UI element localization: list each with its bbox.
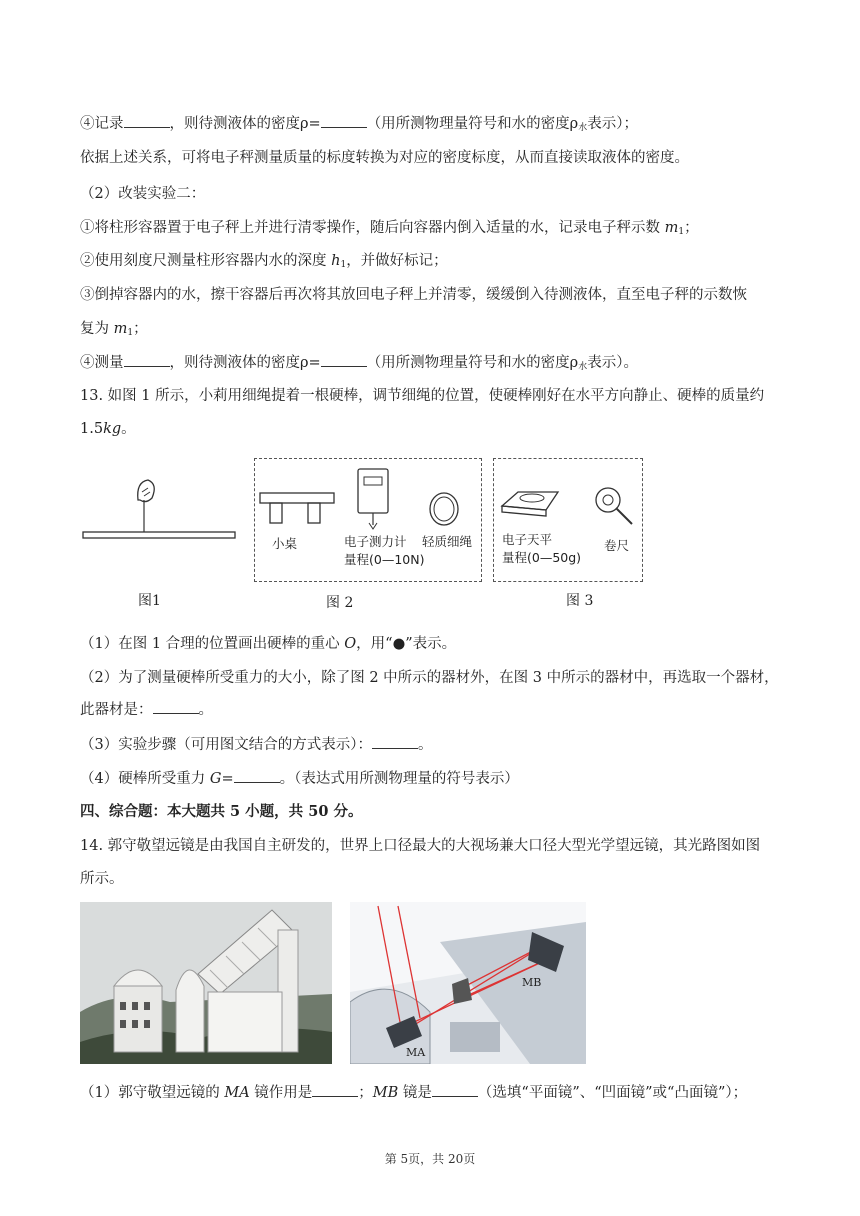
question-14-text: 14. 郭守敬望远镜是由我国自主研发的，世界上口径最大的大视场兼大口径大型光学望远镜，其光路图如图	[80, 838, 761, 854]
answer-blank[interactable]	[432, 1084, 478, 1097]
rope-coil-icon	[430, 493, 458, 525]
text-line: ②使用刻度尺测量柱形容器内水的深度 $h_1$，并做好标记；	[80, 253, 448, 270]
answer-blank[interactable]	[124, 115, 170, 128]
meter-label-2: 量程(0—10N)	[344, 552, 425, 567]
tape-measure-icon	[596, 488, 632, 524]
question-13-2: （2）为了测量硬棒所受重力的大小，除了图 2 中所示的器材外，在图 3 中所示的器材中，再选取一个器材，	[80, 670, 779, 686]
text-line: 所示。	[80, 871, 124, 887]
question-14-1: （1）郭守敬望远镜的 MA 镜作用是 ；MB 镜是 （选填“平面镜”、“凹面镜”或“凸面镜”）；	[80, 1085, 748, 1101]
question-13-4: （4）硬棒所受重力 G= 。（表达式用所测物理量的符号表示）	[80, 771, 519, 787]
small-table-icon	[260, 493, 334, 523]
figure-2-label: 图 2	[326, 595, 354, 611]
figure-1-label: 图1	[138, 593, 161, 609]
figure-3-label: 图 3	[566, 593, 594, 609]
text-line: ③倒掉容器内的水，擦干容器后再次将其放回电子秤上并清零，缓缓倒入待测液体，直至电子秤的示数恢	[80, 287, 747, 303]
table-label: 小桌	[272, 536, 298, 551]
hand-icon	[138, 480, 155, 502]
answer-blank[interactable]	[153, 701, 199, 714]
answer-blank[interactable]	[312, 1084, 358, 1097]
telescope-building-photo	[80, 902, 332, 1064]
rope-label: 轻质细绳	[422, 534, 473, 549]
answer-blank[interactable]	[372, 736, 418, 749]
meter-label-1: 电子测力计	[344, 534, 407, 549]
question-13-text: 13. 如图 1 所示，小莉用细绳提着一根硬棒，调节细绳的位置，使硬棒刚好在水平方向静止、硬棒的质量约	[80, 388, 765, 404]
question-13-2-answer: 此器材是： 。	[80, 702, 213, 718]
answer-blank[interactable]	[124, 354, 170, 367]
question-13-3: （3）实验步骤（可用图文结合的方式表示）： 。	[80, 737, 433, 753]
answer-blank[interactable]	[321, 354, 367, 367]
text-line: 1.5kg。	[80, 421, 136, 437]
spring-scale-icon	[358, 469, 388, 529]
text-line: 依据上述关系，可将电子秤测量质量的标度转换为对应的密度标度，从而直接读取液体的密度。	[80, 150, 689, 166]
text-line-record: ④记录 ，则待测液体的密度ρ= （用所测物理量符号和水的密度$\rho_水$表示）；	[80, 116, 638, 133]
figure-1-rod	[78, 470, 248, 560]
rod	[83, 532, 235, 538]
text-line-measure: ④测量 ，则待测液体的密度ρ= （用所测物理量符号和水的密度$\rho_水$表示）。	[80, 355, 638, 372]
answer-blank[interactable]	[234, 770, 280, 783]
electronic-balance-icon	[502, 492, 558, 516]
text-line: ①将柱形容器置于电子秤上并进行清零操作，随后向容器内倒入适量的水，记录电子秤示数 $m_1$；	[80, 220, 699, 237]
mb-label: MB	[522, 976, 542, 989]
answer-blank[interactable]	[321, 115, 367, 128]
text-line: 复为 $m_1$；	[80, 321, 148, 338]
optical-path-diagram	[350, 902, 586, 1064]
tape-label: 卷尺	[604, 538, 630, 553]
balance-label-1: 电子天平	[502, 532, 553, 547]
text-line: （2）改装实验二：	[80, 186, 206, 202]
ma-label: MA	[406, 1046, 426, 1059]
question-13-1: （1）在图 1 合理的位置画出硬棒的重心 O，用“●”表示。	[80, 636, 457, 652]
page-footer: 第 5页，共 20页	[384, 1152, 476, 1166]
balance-label-2: 量程(0—50g)	[502, 550, 582, 565]
section-heading: 四、综合题：本大题共 5 小题，共 50 分。	[80, 803, 363, 820]
